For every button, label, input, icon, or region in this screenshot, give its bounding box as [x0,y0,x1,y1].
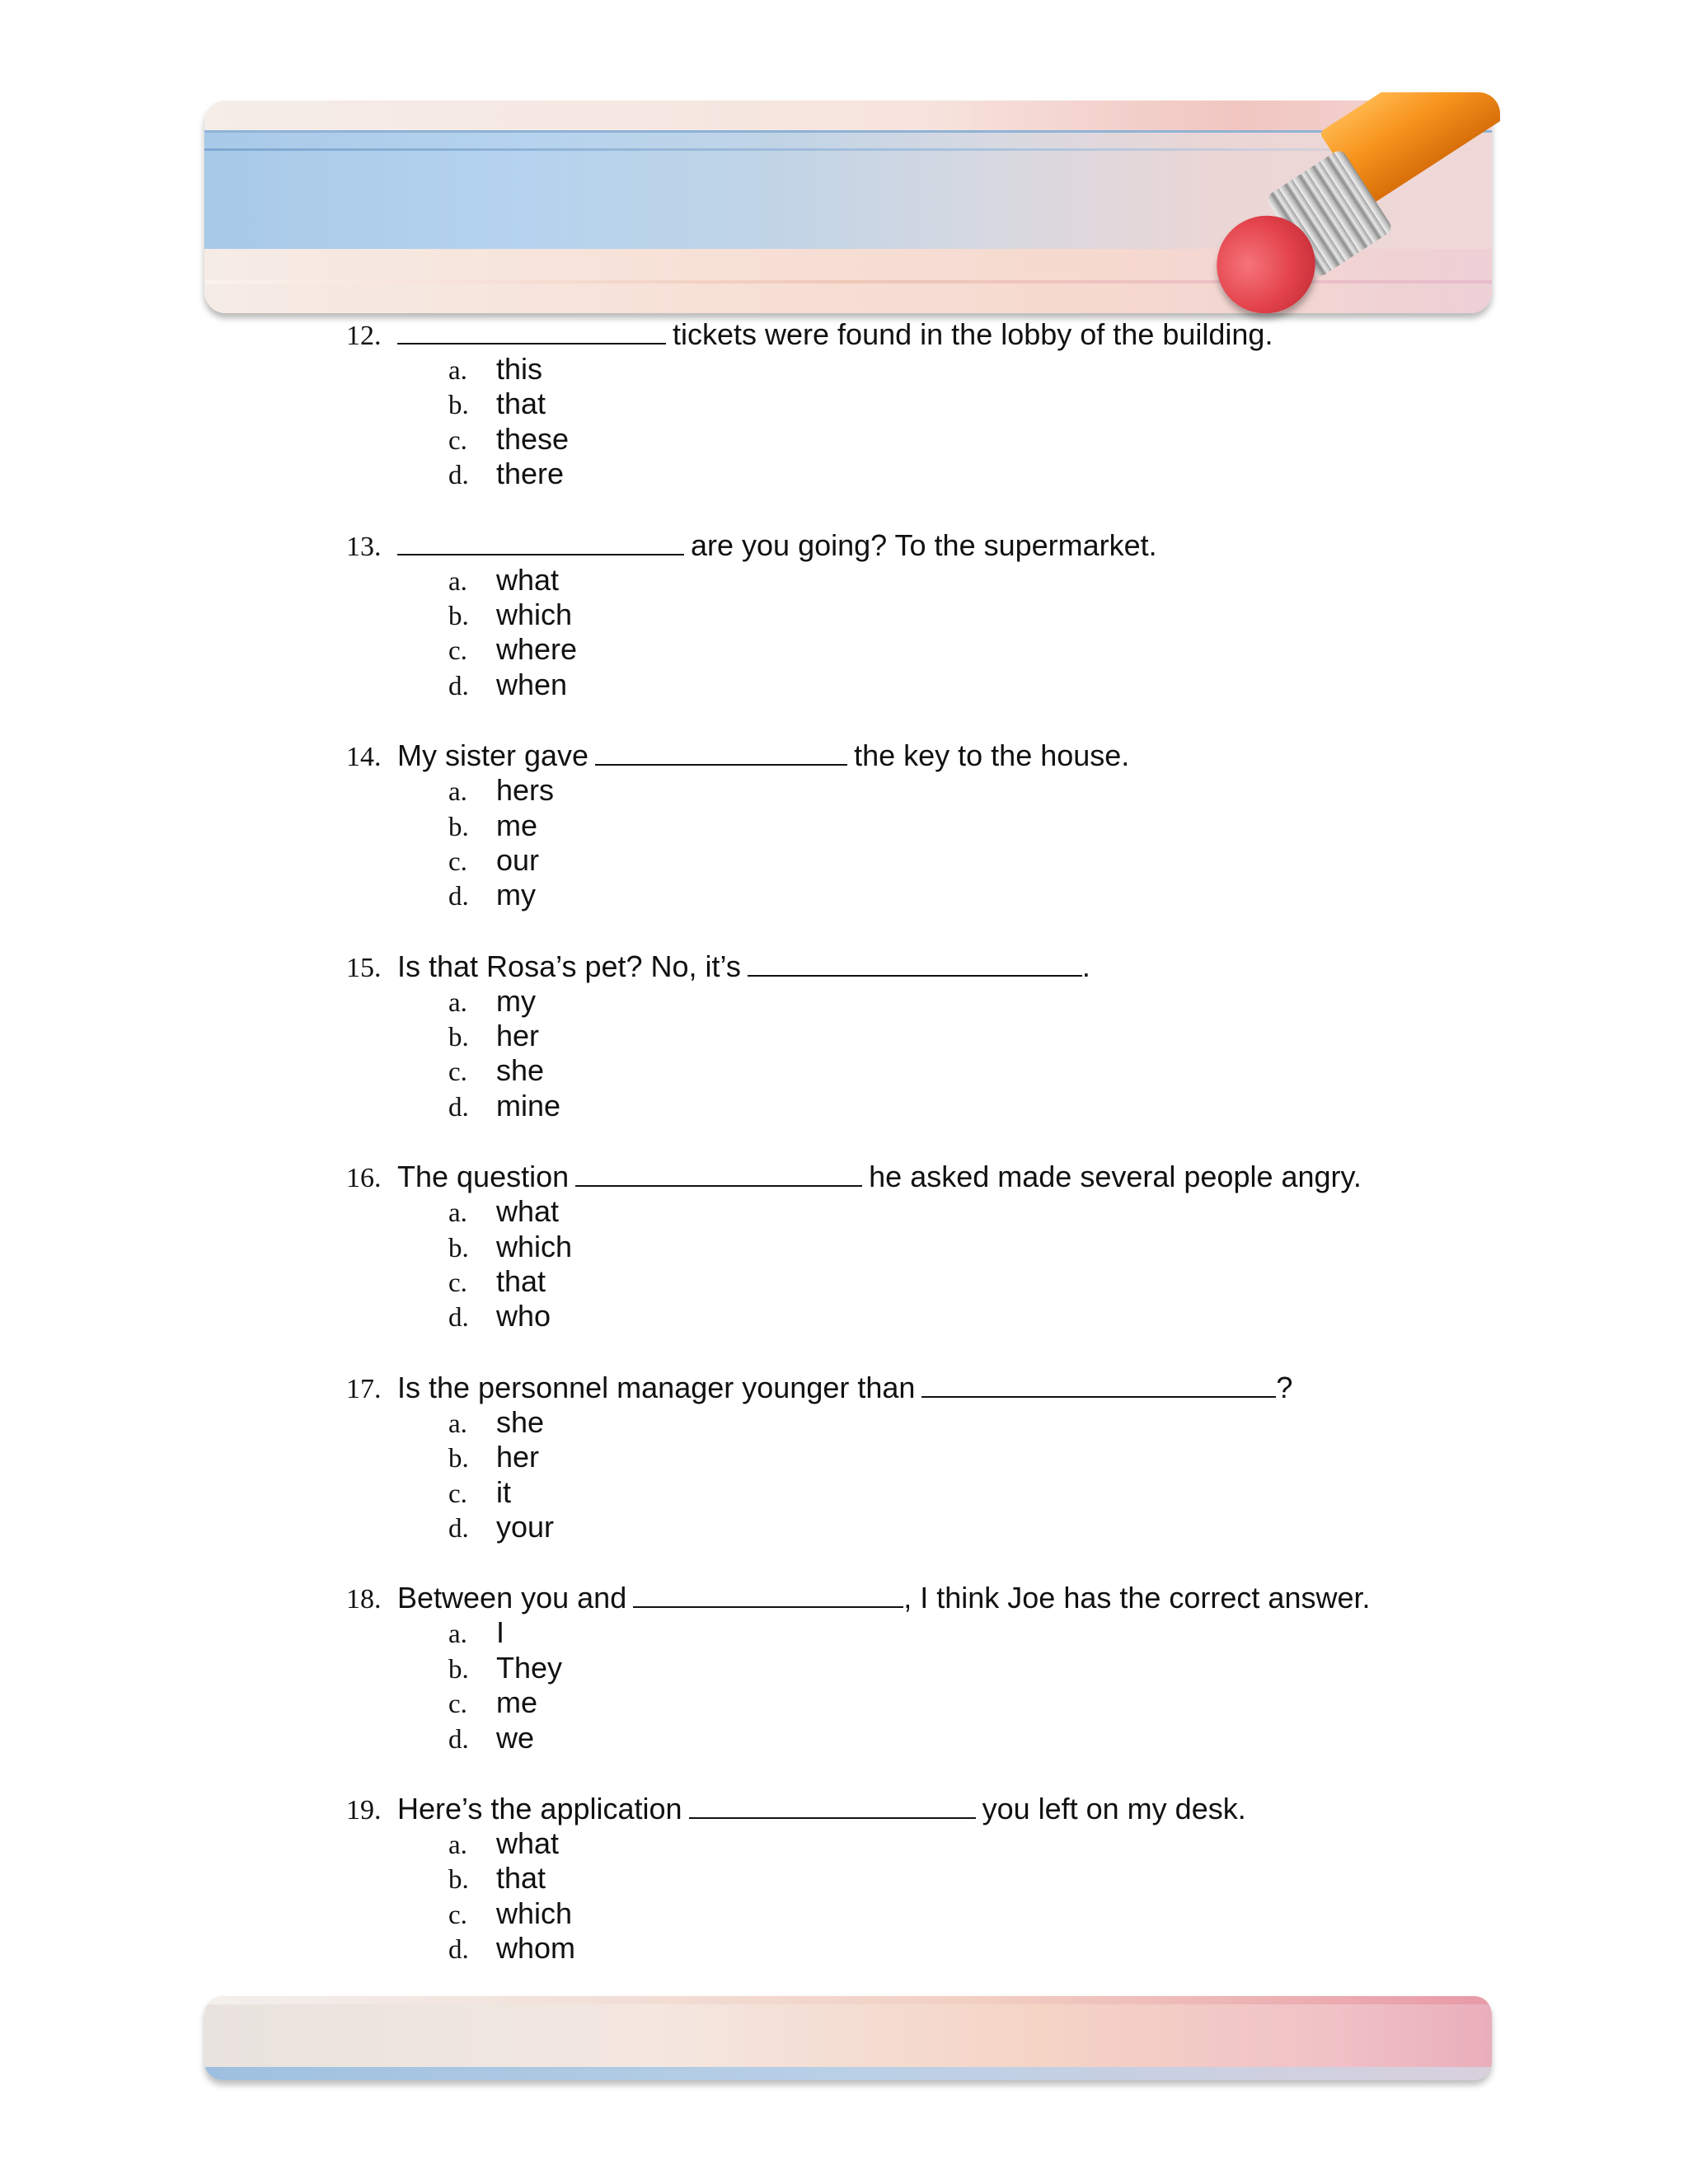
option-text: that [496,387,546,421]
question-text-before: Is the personnel manager younger than [397,1370,916,1404]
option-text: there [496,457,565,491]
option-b[interactable] [346,1861,1500,1896]
answer-blank [397,529,684,555]
option-letter: a. [448,1830,467,1860]
question-line [346,1160,1500,1194]
question-number: 16. [346,1163,382,1194]
option-text: which [496,1229,573,1263]
question-line [346,738,1500,773]
option-letter: c. [448,636,467,667]
option-c[interactable] [346,1264,1500,1299]
option-letter: b. [448,1023,469,1053]
option-letter: c. [448,425,467,456]
option-letter: b. [448,601,469,631]
option-c[interactable] [346,843,1500,878]
option-text: that [496,1264,546,1299]
option-list [346,1826,1500,1966]
question-text-after: ? [1276,1370,1293,1404]
option-c[interactable] [346,422,1500,457]
question-number: 18. [346,1584,382,1615]
option-letter: d. [448,1935,469,1966]
option-letter: c. [448,1057,467,1088]
option-b[interactable] [346,808,1500,843]
option-text: They [496,1650,563,1685]
option-text: her [496,1019,540,1053]
option-a[interactable] [346,1194,1500,1229]
footer-banner-blue-edge [204,2067,1492,2080]
option-text: what [496,562,560,597]
question-text-before: Here’s the application [397,1791,682,1825]
option-text: hers [496,773,555,808]
option-letter: b. [448,1233,469,1263]
option-text: which [496,1896,573,1930]
option-b[interactable] [346,1440,1500,1474]
pencil-icon [1187,92,1500,331]
question-text-after: , I think Joe has the correct answer. [903,1581,1371,1615]
question-text-before: My sister gave [397,738,589,773]
answer-blank [748,950,1082,977]
question-14 [346,738,1500,913]
option-b[interactable] [346,387,1500,421]
option-text: what [496,1194,560,1229]
option-letter: c. [448,846,467,877]
question-line [346,528,1500,563]
option-d[interactable] [346,1089,1500,1123]
option-text: who [496,1299,551,1333]
option-text: she [496,1404,545,1439]
option-letter: a. [448,777,467,808]
option-letter: d. [448,1303,469,1333]
option-b[interactable] [346,1651,1500,1685]
option-text: her [496,1440,540,1474]
option-letter: c. [448,1479,467,1509]
question-19 [346,1792,1500,1966]
option-text: when [496,667,568,701]
option-text: which [496,597,573,631]
option-b[interactable] [346,1230,1500,1264]
option-text: my [496,878,536,912]
option-a[interactable] [346,1826,1500,1861]
question-line [346,1371,1500,1405]
option-a[interactable] [346,984,1500,1019]
option-letter: c. [448,1268,467,1299]
question-text-before: Between you and [397,1581,627,1615]
question-number: 17. [346,1373,382,1404]
option-letter: c. [448,1690,467,1720]
question-18 [346,1581,1500,1755]
option-c[interactable] [346,1685,1500,1720]
option-list [346,352,1500,492]
option-b[interactable] [346,598,1500,632]
option-d[interactable] [346,1510,1500,1544]
option-text: where [496,632,578,667]
question-line [346,1792,1500,1826]
option-letter: a. [448,1619,467,1650]
answer-blank [921,1371,1276,1398]
question-text-after: are you going? To the supermarket. [691,527,1157,562]
option-letter: a. [448,566,467,597]
question-text-after: he asked made several people angry. [869,1160,1362,1194]
option-text: me [496,1685,538,1720]
question-16 [346,1160,1500,1334]
option-d[interactable] [346,1931,1500,1966]
answer-blank [575,1160,862,1187]
option-letter: b. [448,1865,469,1896]
option-c[interactable] [346,1053,1500,1088]
question-number: 13. [346,531,382,562]
question-number: 19. [346,1794,382,1825]
option-a[interactable] [346,352,1500,387]
option-letter: a. [448,356,467,386]
question-text-before: Is that Rosa’s pet? No, it’s [397,949,741,983]
question-number: 14. [346,742,382,773]
option-list [346,1405,1500,1545]
option-d[interactable] [346,668,1500,702]
option-letter: d. [448,1724,469,1755]
question-line [346,1581,1500,1615]
option-letter: b. [448,1444,469,1474]
option-d[interactable] [346,1721,1500,1755]
option-letter: d. [448,671,469,701]
question-text-before: The question [397,1160,570,1194]
question-15 [346,949,1500,1124]
question-text-after: you left on my desk. [982,1791,1246,1825]
option-list [346,563,1500,703]
question-text-after: . [1081,949,1090,983]
option-letter: b. [448,1654,469,1685]
option-letter: d. [448,882,469,912]
option-a[interactable] [346,563,1500,598]
option-letter: c. [448,1900,467,1930]
question-number: 12. [346,321,382,351]
footer-banner [204,1996,1492,2080]
question-text-after: tickets were found in the lobby of the building. [673,317,1273,351]
question-13 [346,528,1500,703]
option-text: this [496,352,543,386]
option-letter: d. [448,1092,469,1122]
option-d[interactable] [346,457,1500,491]
option-text: what [496,1825,560,1860]
option-text: these [496,421,570,456]
option-text: our [496,842,540,877]
question-12 [346,317,1500,492]
option-letter: b. [448,812,469,842]
option-text: she [496,1053,545,1088]
option-a[interactable] [346,1405,1500,1440]
question-text-after: the key to the house. [854,738,1130,773]
option-text: my [496,983,536,1018]
option-list [346,1194,1500,1334]
option-c[interactable] [346,632,1500,667]
answer-blank [397,318,666,344]
option-text: I [496,1615,505,1650]
answer-blank [595,739,847,766]
option-text: whom [496,1931,576,1966]
option-letter: b. [448,391,469,421]
answer-blank [689,1793,976,1819]
question-line [346,949,1500,984]
question-number: 15. [346,952,382,983]
option-text: it [496,1474,511,1509]
option-letter: a. [448,1198,467,1229]
option-text: your [496,1509,555,1544]
option-d[interactable] [346,878,1500,912]
footer-banner-top-edge [204,1996,1492,2004]
option-letter: a. [448,1408,467,1439]
option-a[interactable] [346,773,1500,808]
option-c[interactable] [346,1475,1500,1510]
question-list [346,317,1500,2003]
option-text: mine [496,1088,561,1122]
option-text: we [496,1720,535,1755]
option-list [346,773,1500,913]
option-a[interactable] [346,1615,1500,1650]
answer-blank [633,1582,903,1608]
option-text: me [496,808,538,842]
option-letter: d. [448,461,469,491]
option-list [346,1615,1500,1755]
option-d[interactable] [346,1299,1500,1333]
option-text: that [496,1861,546,1896]
option-letter: d. [448,1513,469,1544]
question-17 [346,1371,1500,1545]
option-list [346,984,1500,1124]
option-letter: a. [448,987,467,1018]
option-b[interactable] [346,1019,1500,1053]
question-line [346,317,1500,352]
option-c[interactable] [346,1896,1500,1931]
